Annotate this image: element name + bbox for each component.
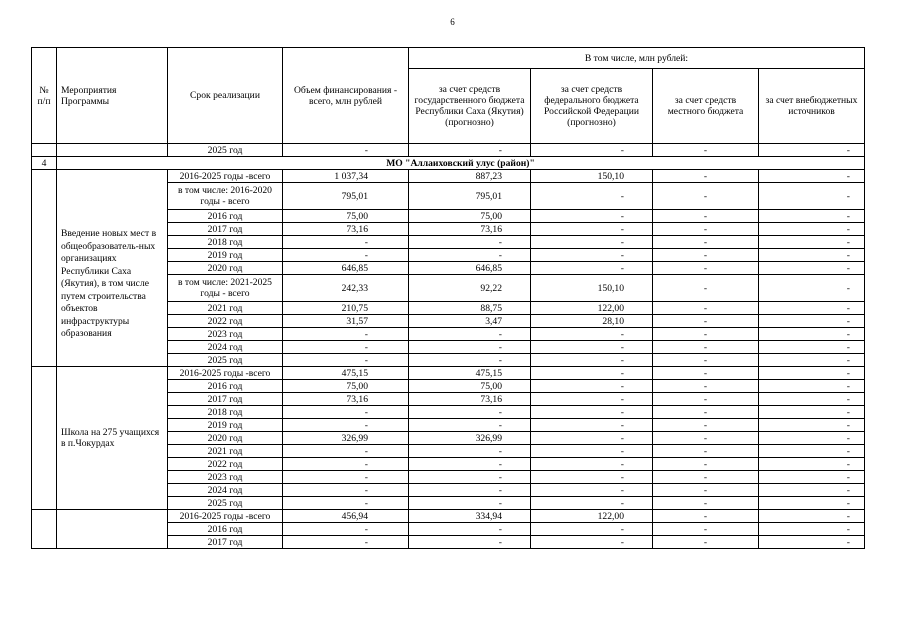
header-state: за счет средств государственного бюджета Республики Саха (Якутия) (прогнозно): [409, 69, 531, 144]
extra-cell: -: [759, 380, 865, 393]
state-cell: -: [409, 144, 531, 157]
page-number: 6: [450, 17, 455, 27]
period-cell: 2016 год: [168, 523, 283, 536]
total-cell: 75,00: [283, 380, 409, 393]
federal-cell: -: [531, 144, 653, 157]
federal-cell: -: [531, 210, 653, 223]
period-cell: 2016-2025 годы -всего: [168, 367, 283, 380]
section-title: МО "Аллаиховский улус (район)": [57, 157, 865, 170]
state-cell: -: [409, 419, 531, 432]
extra-cell: -: [759, 471, 865, 484]
state-cell: -: [409, 445, 531, 458]
table-row: [32, 170, 865, 183]
local-cell: -: [653, 367, 759, 380]
local-cell: -: [653, 406, 759, 419]
federal-cell: -: [531, 484, 653, 497]
event-cell: [57, 144, 168, 157]
state-cell: 75,00: [409, 380, 531, 393]
state-cell: 646,85: [409, 262, 531, 275]
event-name: Школа на 275 учащихся в п.Чокурдах: [57, 367, 168, 510]
local-cell: -: [653, 380, 759, 393]
local-cell: -: [653, 262, 759, 275]
state-cell: 3,47: [409, 315, 531, 328]
state-cell: -: [409, 341, 531, 354]
total-cell: 326,99: [283, 432, 409, 445]
local-cell: -: [653, 315, 759, 328]
extra-cell: -: [759, 419, 865, 432]
extra-cell: -: [759, 249, 865, 262]
header-event: Мероприятия Программы: [57, 48, 168, 144]
extra-cell: -: [759, 406, 865, 419]
header-extra: за счет внебюджетных источников: [759, 69, 865, 144]
federal-cell: -: [531, 223, 653, 236]
extra-cell: -: [759, 432, 865, 445]
header-total: Объем финансирования - всего, млн рублей: [283, 48, 409, 144]
period-cell: 2016-2025 годы -всего: [168, 170, 283, 183]
local-cell: -: [653, 419, 759, 432]
extra-cell: -: [759, 223, 865, 236]
federal-cell: -: [531, 183, 653, 210]
extra-cell: -: [759, 341, 865, 354]
local-cell: -: [653, 393, 759, 406]
period-cell: 2017 год: [168, 393, 283, 406]
state-cell: 887,23: [409, 170, 531, 183]
local-cell: -: [653, 458, 759, 471]
total-cell: -: [283, 523, 409, 536]
period-cell: 2016 год: [168, 210, 283, 223]
header-group: В том числе, млн рублей:: [409, 48, 865, 69]
state-cell: -: [409, 458, 531, 471]
extra-cell: -: [759, 315, 865, 328]
state-cell: 475,15: [409, 367, 531, 380]
period-cell: 2023 год: [168, 471, 283, 484]
period-cell: 2019 год: [168, 419, 283, 432]
local-cell: -: [653, 497, 759, 510]
local-cell: -: [653, 249, 759, 262]
total-cell: -: [283, 445, 409, 458]
federal-cell: -: [531, 236, 653, 249]
financing-table: [31, 47, 865, 549]
state-cell: 75,00: [409, 210, 531, 223]
state-cell: -: [409, 354, 531, 367]
local-cell: -: [653, 144, 759, 157]
extra-cell: -: [759, 510, 865, 523]
header-local: за счет средств местного бюджета: [653, 69, 759, 144]
section-row: [32, 157, 865, 170]
federal-cell: -: [531, 471, 653, 484]
total-cell: -: [283, 484, 409, 497]
total-cell: 210,75: [283, 302, 409, 315]
total-cell: -: [283, 249, 409, 262]
state-cell: -: [409, 536, 531, 549]
extra-cell: -: [759, 445, 865, 458]
state-cell: 326,99: [409, 432, 531, 445]
num-cell: [32, 367, 57, 510]
federal-cell: 122,00: [531, 510, 653, 523]
federal-cell: -: [531, 523, 653, 536]
extra-cell: -: [759, 484, 865, 497]
header-federal: за счет средств федерального бюджета Российской Федерации (прогнозно): [531, 69, 653, 144]
period-cell: 2017 год: [168, 536, 283, 549]
total-cell: -: [283, 328, 409, 341]
extra-cell: -: [759, 144, 865, 157]
extra-cell: -: [759, 536, 865, 549]
local-cell: -: [653, 341, 759, 354]
period-cell: в том числе: 2016-2020 годы - всего: [168, 183, 283, 210]
local-cell: -: [653, 445, 759, 458]
federal-cell: 28,10: [531, 315, 653, 328]
total-cell: 646,85: [283, 262, 409, 275]
period-cell: 2016 год: [168, 380, 283, 393]
total-cell: -: [283, 536, 409, 549]
period-cell: 2025 год: [168, 497, 283, 510]
local-cell: -: [653, 223, 759, 236]
total-cell: -: [283, 236, 409, 249]
total-cell: 242,33: [283, 275, 409, 302]
table-row: [32, 144, 865, 157]
period-cell: 2022 год: [168, 315, 283, 328]
period-cell: 2024 год: [168, 484, 283, 497]
extra-cell: -: [759, 458, 865, 471]
period-cell: 2025 год: [168, 354, 283, 367]
extra-cell: -: [759, 367, 865, 380]
local-cell: -: [653, 523, 759, 536]
extra-cell: -: [759, 183, 865, 210]
local-cell: -: [653, 302, 759, 315]
federal-cell: -: [531, 380, 653, 393]
period-cell: 2019 год: [168, 249, 283, 262]
federal-cell: -: [531, 262, 653, 275]
federal-cell: -: [531, 432, 653, 445]
federal-cell: 150,10: [531, 170, 653, 183]
total-cell: -: [283, 471, 409, 484]
extra-cell: -: [759, 328, 865, 341]
period-cell: в том числе: 2021-2025 годы - всего: [168, 275, 283, 302]
total-cell: -: [283, 341, 409, 354]
state-cell: -: [409, 236, 531, 249]
state-cell: -: [409, 249, 531, 262]
extra-cell: -: [759, 393, 865, 406]
federal-cell: -: [531, 328, 653, 341]
total-cell: -: [283, 458, 409, 471]
table-row: [32, 510, 865, 523]
total-cell: -: [283, 497, 409, 510]
total-cell: 73,16: [283, 393, 409, 406]
state-cell: 73,16: [409, 223, 531, 236]
local-cell: -: [653, 471, 759, 484]
period-cell: 2020 год: [168, 432, 283, 445]
event-name: [57, 510, 168, 549]
table-row: [32, 367, 865, 380]
local-cell: -: [653, 432, 759, 445]
total-cell: -: [283, 419, 409, 432]
total-cell: 75,00: [283, 210, 409, 223]
extra-cell: -: [759, 262, 865, 275]
period-cell: 2023 год: [168, 328, 283, 341]
local-cell: -: [653, 354, 759, 367]
total-cell: -: [283, 354, 409, 367]
local-cell: -: [653, 210, 759, 223]
period-cell: 2018 год: [168, 236, 283, 249]
state-cell: 88,75: [409, 302, 531, 315]
total-cell: 456,94: [283, 510, 409, 523]
period-cell: 2017 год: [168, 223, 283, 236]
local-cell: -: [653, 328, 759, 341]
total-cell: 31,57: [283, 315, 409, 328]
period-cell: 2020 год: [168, 262, 283, 275]
extra-cell: -: [759, 275, 865, 302]
state-cell: 73,16: [409, 393, 531, 406]
state-cell: 92,22: [409, 275, 531, 302]
extra-cell: -: [759, 497, 865, 510]
local-cell: -: [653, 170, 759, 183]
extra-cell: -: [759, 354, 865, 367]
extra-cell: -: [759, 170, 865, 183]
total-cell: -: [283, 144, 409, 157]
state-cell: -: [409, 471, 531, 484]
period-cell: 2016-2025 годы -всего: [168, 510, 283, 523]
federal-cell: -: [531, 419, 653, 432]
period-cell: 2024 год: [168, 341, 283, 354]
federal-cell: -: [531, 249, 653, 262]
state-cell: -: [409, 406, 531, 419]
total-cell: 1 037,34: [283, 170, 409, 183]
federal-cell: 122,00: [531, 302, 653, 315]
federal-cell: -: [531, 393, 653, 406]
period-cell: 2021 год: [168, 302, 283, 315]
total-cell: 475,15: [283, 367, 409, 380]
extra-cell: -: [759, 523, 865, 536]
state-cell: 795,01: [409, 183, 531, 210]
period-cell: 2025 год: [168, 144, 283, 157]
state-cell: -: [409, 523, 531, 536]
federal-cell: 150,10: [531, 275, 653, 302]
federal-cell: -: [531, 536, 653, 549]
local-cell: -: [653, 510, 759, 523]
local-cell: -: [653, 183, 759, 210]
total-cell: 73,16: [283, 223, 409, 236]
federal-cell: -: [531, 445, 653, 458]
local-cell: -: [653, 275, 759, 302]
federal-cell: -: [531, 497, 653, 510]
local-cell: -: [653, 236, 759, 249]
header-num: № п/п: [32, 48, 57, 144]
period-cell: 2021 год: [168, 445, 283, 458]
state-cell: -: [409, 484, 531, 497]
extra-cell: -: [759, 210, 865, 223]
header-period: Срок реализации: [168, 48, 283, 144]
federal-cell: -: [531, 367, 653, 380]
state-cell: 334,94: [409, 510, 531, 523]
total-cell: -: [283, 406, 409, 419]
state-cell: -: [409, 328, 531, 341]
local-cell: -: [653, 484, 759, 497]
federal-cell: -: [531, 341, 653, 354]
num-cell: [32, 144, 57, 157]
federal-cell: -: [531, 458, 653, 471]
state-cell: -: [409, 497, 531, 510]
federal-cell: -: [531, 354, 653, 367]
federal-cell: -: [531, 406, 653, 419]
num-cell: [32, 510, 57, 549]
section-num: 4: [32, 157, 57, 170]
num-cell: [32, 170, 57, 367]
extra-cell: -: [759, 302, 865, 315]
extra-cell: -: [759, 236, 865, 249]
event-name: Введение новых мест в общеобразователь-ных организациях Республики Саха (Якутия), в том числе путем строительства объектов инфраструктуры образования: [57, 170, 168, 367]
period-cell: 2018 год: [168, 406, 283, 419]
period-cell: 2022 год: [168, 458, 283, 471]
local-cell: -: [653, 536, 759, 549]
total-cell: 795,01: [283, 183, 409, 210]
